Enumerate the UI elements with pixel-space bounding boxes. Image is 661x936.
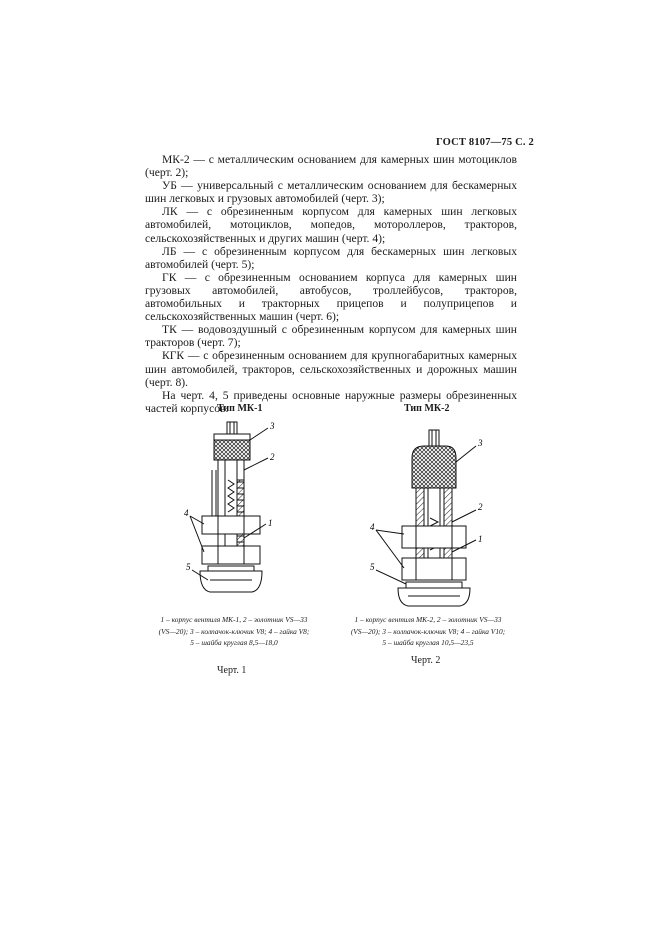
figure-2-callout-5: 5 bbox=[370, 562, 375, 572]
figure-2-caption bbox=[342, 614, 514, 649]
paragraph-mk2: МК-2 — с металлическим основанием для камерных шин мотоциклов (черт. 2); bbox=[145, 153, 517, 180]
paragraph-lk: ЛК — с обрезиненным корпусом для камерных шин легковых автомобилей, мотоциклов, мопедов, мотороллеров, тракторов, сельскохозяйственных и других машин (черт. 4); bbox=[145, 205, 517, 245]
paragraph-ub: УБ — универсальный с металлическим основанием для бескамерных шин легковых и грузовых автомобилей (черт. 3); bbox=[145, 179, 517, 206]
figure-1-callout-1: 1 bbox=[268, 518, 273, 528]
figure-1-label: Черт. 1 bbox=[217, 665, 247, 676]
figure-2-drawing bbox=[362, 428, 492, 608]
figure-1-caption-line-2: (VS—20); 3 – колпачок-ключик V8; 4 – гайка V8; bbox=[158, 626, 310, 636]
figure-2-label: Черт. 2 bbox=[411, 655, 441, 666]
figure-1-caption-line-1: 1 – корпус вентиля МК-1, 2 – золотник VS—33 bbox=[160, 615, 308, 624]
paragraph-note: На черт. 4, 5 приведены основные наружные размеры обрезиненных частей корпусов. bbox=[145, 388, 517, 415]
figure-1-callout-3: 3 bbox=[270, 421, 275, 431]
figure-1-drawing bbox=[170, 420, 290, 600]
figure-1-callout-4: 4 bbox=[184, 508, 189, 518]
paragraph-gk: ГК — с обрезиненным основанием корпуса для камерных шин грузовых автомобилей, автобусов, троллейбусов, тракторов, автомобильных и тракторных прицепов и полуприцепов и сельскохозяйственных машин (черт. 6); bbox=[145, 270, 517, 324]
figure-2-callout-4: 4 bbox=[370, 522, 375, 532]
figure-2-caption-line-3: 5 – шайба круглая 10,5—23,5 bbox=[382, 638, 474, 647]
figure-2-callout-2: 2 bbox=[478, 502, 483, 512]
paragraph-lb: ЛБ — с обрезиненным корпусом для бескамерных шин легковых автомобилей (черт. 5); bbox=[145, 244, 517, 271]
paragraph-tk: ТК — водовоздушный с обрезиненным корпусом для камерных шин тракторов (черт. 7); bbox=[145, 323, 517, 350]
figure-2-caption-line-2: (VS—20); 3 – колпачок-ключик V8; 4 – гайка V10; bbox=[350, 626, 506, 636]
figure-1-title: Тип МК-1 bbox=[217, 403, 263, 414]
figure-1-callout-2: 2 bbox=[270, 452, 275, 462]
body-text bbox=[145, 153, 517, 415]
paragraph-kgk: КГК — с обрезиненным основанием для крупногабаритных камерных шин автомобилей, тракторов, сельскохозяйственных и дорожных машин (черт. 8). bbox=[145, 349, 517, 389]
figure-2-callout-1: 1 bbox=[478, 534, 483, 544]
figure-2-title: Тип МК-2 bbox=[404, 403, 450, 414]
figure-1-callout-5: 5 bbox=[186, 562, 191, 572]
figure-1-caption bbox=[148, 614, 320, 649]
figure-2-callout-3: 3 bbox=[478, 438, 483, 448]
figure-1-caption-line-3: 5 – шайба круглая 8,5—18,0 bbox=[190, 638, 278, 647]
page-header: ГОСТ 8107—75 С. 2 bbox=[435, 137, 534, 148]
figure-2-caption-line-1: 1 – корпус вентиля МК-2, 2 – золотник VS—33 bbox=[354, 615, 502, 624]
